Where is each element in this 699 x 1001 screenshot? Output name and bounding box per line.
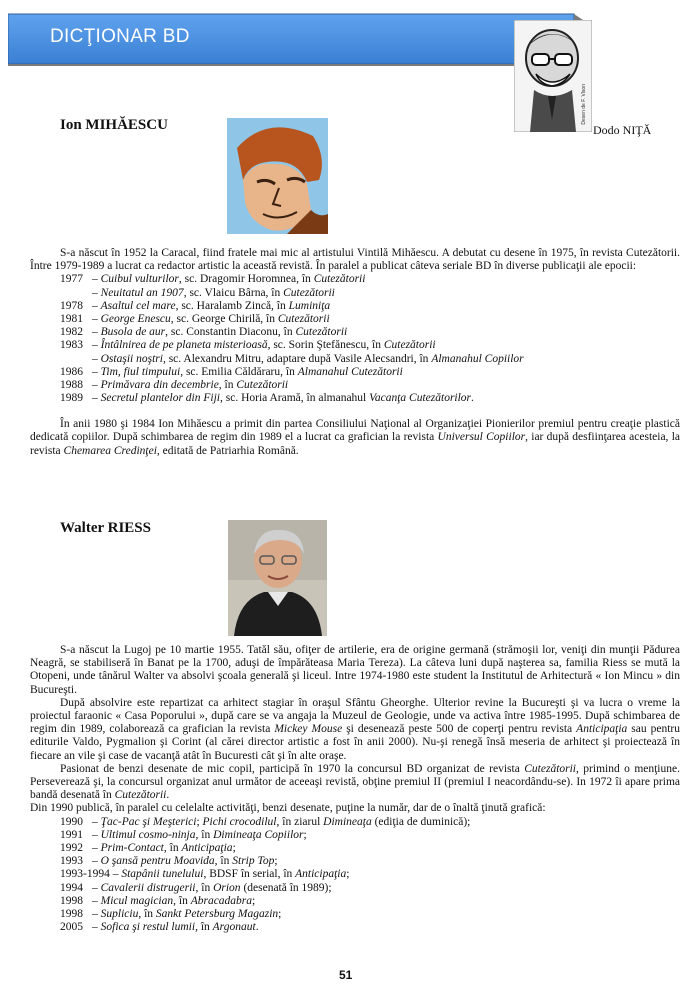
work-title: – George Enescu, sc. George Chirilă, în Cutezătorii bbox=[92, 312, 330, 325]
work-year: 1992 bbox=[60, 842, 83, 855]
work-title: – Ostaşii noştri, sc. Alexandru Mitru, adaptare după Vasile Alecsandri, în Almanahul Copiilor bbox=[92, 352, 524, 365]
work-item bbox=[60, 353, 680, 366]
work-item bbox=[60, 300, 680, 313]
paragraph: După absolvire este repartizat ca arhitect stagiar în oraşul Sfântu Gheorghe. Ulterior revine la Bucureşti şi va lucra o vreme la proiectul faraonic « Casa Poporului », după care se va angaja la Muzeul de Geologie, unde va activa între 1985-1995. După schimbarea de regim din 1989, colaborează ca grafician la revista Mickey Mouse şi desenează peste 500 de coperţi pentru revista Anticipaţia sau pentru editurile Valdo, Pygmalion şi Corint (al cărei director artistic a fost în anii 2000). Nu-şi renegă însă meseria de arhitect şi proiectează în fiecare an vile şi case de vacanţă atât în Bucuresti cât şi în alte oraşe. bbox=[30, 696, 680, 762]
works-list-riess bbox=[60, 816, 680, 935]
work-item bbox=[60, 895, 680, 908]
work-year: 1991 bbox=[60, 828, 83, 841]
work-year: 1986 bbox=[60, 365, 83, 378]
work-year: 1983 bbox=[60, 339, 83, 352]
work-title: – Supliciu, în Sankt Petersburg Magazin; bbox=[92, 907, 282, 920]
work-item bbox=[60, 326, 680, 339]
work-item bbox=[60, 842, 680, 855]
work-year: 1994 bbox=[60, 881, 83, 894]
illustration-credit: Desen de F. Vlson bbox=[581, 84, 587, 125]
work-title: – Secretul plantelor din Fiji, sc. Horia Aramă, în almanahul Vacanţa Cutezătorilor. bbox=[92, 392, 474, 405]
work-year: 1981 bbox=[60, 312, 83, 325]
work-item bbox=[60, 908, 680, 921]
work-year: 1998 bbox=[60, 907, 83, 920]
work-item bbox=[60, 313, 680, 326]
work-title: – Micul magician, în Abracadabra; bbox=[92, 894, 256, 907]
work-year: 1989 bbox=[60, 392, 83, 405]
portrait-riess bbox=[228, 520, 327, 636]
work-item bbox=[60, 379, 680, 392]
work-title: – Busola de aur, sc. Constantin Diaconu, în Cutezătorii bbox=[92, 326, 348, 339]
work-title: – Stapânii tunelului, BDSF în serial, în Anticipaţia; bbox=[112, 868, 350, 881]
section-title: DICŢIONAR BD bbox=[50, 26, 190, 47]
work-year: 1988 bbox=[60, 378, 83, 391]
work-year: 1978 bbox=[60, 299, 83, 312]
paragraph: S-a născut în 1952 la Caracal, fiind fratele mai mic al artistului Vintilă Mihăescu. A debutat cu desene în 1975, în revista Cutezătorii. Între 1979-1989 a lucrat ca redactor artistic la această revistă. În paralel a publicat câteva seriale BD în diverse publicaţii ale epocii: bbox=[30, 247, 680, 273]
work-title: – Ţac-Pac şi Meşterici; Pichi crocodilul, în ziarul Dimineaţa (ediţia de duminică); bbox=[92, 815, 471, 828]
entry-body-riess bbox=[30, 644, 680, 934]
work-title: – Întâlnirea de pe planeta misterioasă, sc. Sorin Ştefănescu, în Cutezătorii bbox=[92, 339, 436, 352]
paragraph: În anii 1980 şi 1984 Ion Mihăescu a primit din partea Consiliului Naţional al Organizaţiei Pionierilor premiul pentru creaţie plastică dedicată copiilor. După schimbarea de regim din 1989 el a lucrat ca grafician la revista Universul Copiilor, iar după desfiinţarea acesteia, la revista Chemarea Credinţei, editată de Patriarhia Română. bbox=[30, 418, 680, 457]
work-item bbox=[60, 287, 680, 300]
works-list-mihaescu bbox=[60, 273, 680, 405]
work-item bbox=[60, 868, 680, 881]
work-title: – O şansă pentru Moavida, în Strip Top; bbox=[92, 855, 278, 868]
work-year: 1998 bbox=[60, 894, 83, 907]
paragraph: S-a născut la Lugoj pe 10 martie 1955. Tatăl său, ofiţer de artilerie, era de origine germană (strămoşii lor, veniţi din munţii Pădurea Neagră, se stabiliseră în Banat pe la 1700, aduşi de împărăteasa Maria Tereza). La câteva luni după naşterea sa, familia Riess se mută la Otopeni, unde tânărul Walter va absolvi şcoala generală şi liceul. Intre 1974-1980 este student la Institutul de Arhitectură « Ion Mincu » din Bucureşti. bbox=[30, 644, 680, 696]
work-item bbox=[60, 829, 680, 842]
work-year: 1982 bbox=[60, 326, 83, 339]
work-title: – Neuitatul an 1907, sc. Vlaicu Bârna, în Cutezătorii bbox=[92, 286, 335, 299]
work-title: – Sofica şi restul lumii, în Argonaut. bbox=[92, 921, 259, 934]
entry-body-mihaescu bbox=[30, 247, 680, 458]
entry-heading-mihaescu: Ion MIHĂESCU bbox=[60, 117, 168, 133]
work-year: 1977 bbox=[60, 273, 83, 286]
work-item bbox=[60, 855, 680, 868]
work-year: 1990 bbox=[60, 815, 83, 828]
paragraph: Pasionat de benzi desenate de mic copil, participă în 1970 la concursul BD organizat de revista Cutezătorii, primind o menţiune. Perseverează şi, la concursul organizat anul următor de aceeaşi revistă, obţine premiul II (premiul I neacordându-se). In 1972 îi apare prima bandă desenată în Cutezătorii. bbox=[30, 762, 680, 802]
work-item bbox=[60, 882, 680, 895]
page-number: 51 bbox=[339, 968, 353, 982]
work-item bbox=[60, 392, 680, 405]
entry-heading-riess: Walter RIESS bbox=[60, 520, 151, 536]
work-title: – Tim, fiul timpului, sc. Emilia Căldăraru, în Almanahul Cutezătorii bbox=[92, 365, 403, 378]
author-name: Dodo NIŢĂ bbox=[593, 123, 652, 137]
work-title: – Asaltul cel mare, sc. Haralamb Zincă, în Luminiţa bbox=[92, 299, 331, 312]
work-item bbox=[60, 816, 680, 829]
work-item bbox=[60, 273, 680, 286]
work-item bbox=[60, 921, 680, 934]
work-title: – Prim-Contact, în Anticipaţia; bbox=[92, 842, 236, 855]
work-year: 1993 bbox=[60, 855, 83, 868]
work-year: 2005 bbox=[60, 921, 83, 934]
work-year: 1993-1994 bbox=[60, 868, 113, 881]
work-title: – Cuibul vulturilor, sc. Dragomir Horomnea, în Cutezătorii bbox=[92, 273, 366, 286]
work-title: – Ultimul cosmo-ninja, în Dimineaţa Copiilor; bbox=[92, 828, 307, 841]
work-item bbox=[60, 339, 680, 352]
work-title: – Cavalerii distrugerii, în Orion (desenată în 1989); bbox=[92, 881, 332, 894]
work-title: – Primăvara din decembrie, în Cutezătorii bbox=[92, 378, 289, 391]
work-item bbox=[60, 366, 680, 379]
paragraph: Din 1990 publică, în paralel cu celelalte activităţi, benzi desenate, puţine la număr, dar de o înaltă ţinută grafică: bbox=[30, 802, 546, 815]
portrait-mihaescu bbox=[227, 118, 328, 234]
